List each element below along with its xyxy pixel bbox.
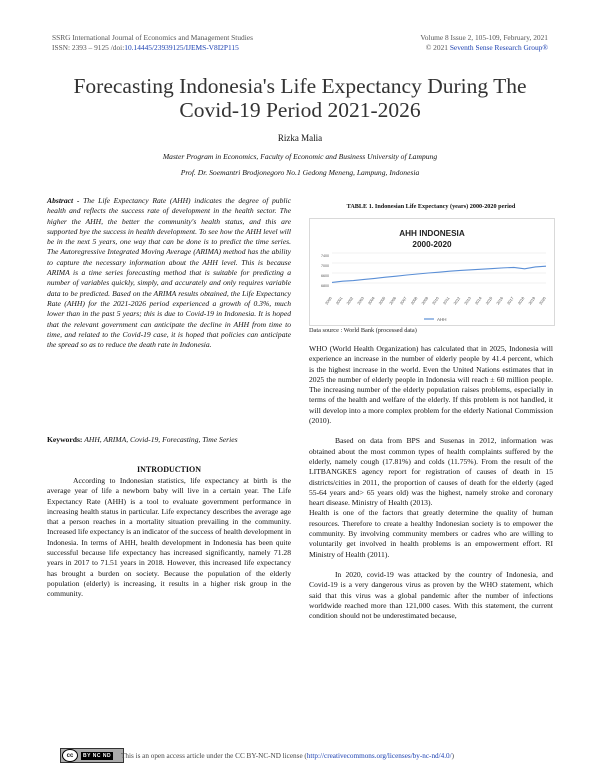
chart-x-tick-label: 2019: [527, 296, 537, 306]
abstract-label: Abstract -: [47, 196, 84, 205]
affiliation-line-1: Master Program in Economics, Faculty of Economic and Business University of Lampung: [162, 152, 438, 161]
chart-x-tick-label: 2007: [399, 296, 408, 306]
chart-series-line: [332, 266, 546, 282]
running-header-right: [420, 33, 548, 53]
chart-x-tick-label: 2005: [378, 296, 387, 306]
chart-title: AHH INDONESIA: [399, 229, 465, 238]
chart-x-tick-label: 2012: [453, 296, 462, 306]
chart-x-tick-label: 2000: [324, 296, 333, 306]
chart-legend: [424, 317, 447, 322]
chart-x-tick-label: 2003: [356, 296, 365, 306]
paragraph-covid: In 2020, covid-19 was attacked by the country of Indonesia, and Covid-19 is a very dangerous virus as proven by the WHO statement, which said that this virus was a global pandemic after the number of infections worldwide reached more than 121,000 cases. With this statement, the current condition should not be underestimated because,: [309, 569, 553, 621]
affiliation-line-2: Prof. Dr. Soemantri Brodjonegoro No.1 Gedong Meneng, Lampung, Indonesia: [180, 168, 420, 177]
license-statement: This is an open access article under the CC BY-NC-ND license (http://creativecommons.org/licenses/by-nc-nd/4.0/): [121, 752, 455, 760]
chart-x-tick-label: 2010: [431, 296, 440, 306]
paragraph-bps: Based on data from BPS and Susenas in 2012, information was obtained about the most common types of health complaints suffered by the elderly, namely cough (17.81%) and colds (11.75%). From the result of the LITBANGKES agency report for registration of causes of death in 15 districts/cities in 2011, the proportion of causes of death for the elderly (aged 55-64 years and> 65 years old) was the highest, namely stroke and coronary heart disease. Ministry of Health (2013).: [309, 436, 553, 508]
paragraph-who: WHO (World Health Organization) has calculated that in 2025, Indonesia will experience an increase in the number of elderly people by 41.4 percent, which is the highest increase in the world. Even the United Nations estimates that in 2025 the number of elderly people in Indonesia will reach ± 60 million people. The increasing number of the elderly population raises problems, especially in terms of the health and welfare of the elderly. If this problem is not handled, it will develop into a more complex problem for the elderly National Commission (2010).: [309, 344, 553, 426]
issn-doi: ISSN: 2393 – 9125 /doi:10.14445/23939125/IJEMS-V8I2P115: [52, 43, 239, 52]
chart-x-tick-label: 2011: [442, 296, 451, 306]
keywords-text: AHH, ARIMA, Covid-19, Forecasting, Time Series: [82, 435, 238, 444]
chart-legend-label: AHH: [437, 317, 447, 322]
chart-frame: [309, 218, 555, 326]
publisher-link[interactable]: Seventh Sense Research Group®: [449, 43, 548, 52]
running-header-left: [52, 33, 253, 53]
chart-x-tick-label: 2008: [410, 296, 419, 306]
abstract: [47, 196, 291, 350]
chart-x-tick-label: 2020: [538, 296, 547, 306]
chart-x-tick-label: 2017: [506, 296, 515, 306]
cc-icon: cc: [62, 749, 78, 762]
chart-x-tick-label: 2009: [420, 296, 430, 306]
copyright: © 2021 Seventh Sense Research Group®: [425, 43, 548, 52]
right-column-text: [309, 344, 553, 621]
data-source: Data source : World Bank (processed data): [309, 327, 417, 334]
cc-badge-text: BY NC ND: [83, 752, 112, 759]
chart-x-tick-label: 2016: [495, 296, 505, 306]
volume-info: Volume 8 Issue 2, 105-109, February, 2021: [420, 33, 548, 42]
chart-x-ticks: [325, 296, 547, 305]
introduction-heading: INTRODUCTION: [136, 465, 201, 474]
chart-y-tick-label: 7400: [321, 254, 329, 258]
chart-x-tick-label: 2002: [346, 296, 355, 306]
doi-link[interactable]: 10.14445/23939125/IJEMS-V8I2P115: [124, 43, 239, 52]
chart-x-tick-label: 2006: [388, 296, 398, 306]
chart-y-tick-label: 6600: [321, 274, 329, 278]
cc-license-badge[interactable]: [60, 748, 124, 763]
chart-x-tick-label: 2001: [335, 296, 344, 306]
paragraph-health: Health is one of the factors that greatly determine the quality of human resources. Therefore to create a healthy Indonesian society is to empower the community. By involving community members or cadres who are willing to voluntarily get involved in health problems is an empowerment effort. RI Ministry of Health (2011).: [309, 508, 553, 559]
introduction-text: According to Indonesian statistics, life expectancy at birth is the average year of life a newborn baby will live in a certain year. The Life Expectancy Rate (AHH) is a tool to evaluate government performance in increasing health status in particular. Life expectancy describes the average age that a person reaches in a mortality situation prevailing in the community. Increased life expectancy is an indicator of the success of health development in Indonesia. In terms of AHH, health development in Indonesia has been quite successful because life expectancy has increased significantly, namely 71.28 years in 2017 to 71.51 years in 2018. However, this increased life expectancy has brought a burden on society. Because the population of the elderly population (elderly) is increasing, it results in a higher risk group in the community.: [47, 476, 291, 599]
license-link[interactable]: http://creativecommons.org/licenses/by-nc-nd/4.0/: [306, 752, 452, 760]
chart-y-ticks: [321, 254, 329, 288]
keywords-label: Keywords:: [47, 435, 83, 444]
keywords: [47, 435, 291, 445]
chart-x-tick-label: 2018: [517, 296, 526, 306]
author-name: Rizka Malia: [277, 133, 323, 143]
paper-title: Forecasting Indonesia's Life Expectancy During The Covid-19 Period 2021-2026: [73, 74, 527, 122]
abstract-text: The Life Expectancy Rate (AHH) indicates the degree of public health and reflects the success rate of development in the health sector. The higher the AHH, the better the community's health status, and this are supported bye the success in health development. To see how the AHH level will be in the next 5 years, one way that can be done is to predict the time series. The Autoregressive Integrated Moving Average (ARIMA) method has the ability to capture the necessary information about the AHH level. This is because ARIMA is a time series forecasting method that is suitable for predicting a number of variables quickly, simply, and accurately and only requires variable data to be predicted. Based on the ARIMA results obtained, the Life Expectancy Rate (AHH) for the 2021-2026 period experienced a growth of 0.3%, much lower than in the past 5 years; this is due to Covid-19 in Indonesia. It is hoped that the relevant government can anticipate the decline in AHH from time to time, and related to the Covid-19 case, it is hoped that policies can anticipate the spread so as to reduce the death rate in Indonesia.: [47, 196, 291, 350]
chart-y-tick-label: 7000: [321, 264, 329, 268]
journal-name: SSRG International Journal of Economics and Management Studies: [52, 33, 253, 42]
chart-y-tick-label: 6800: [321, 284, 329, 288]
chart-gridlines: [332, 253, 546, 283]
chart-x-tick-label: 2014: [474, 296, 483, 306]
chart-subtitle: 2000-2020: [412, 240, 452, 249]
table-caption: TABLE 1. Indonesian Life Expectancy (years) 2000-2020 period: [346, 203, 516, 210]
life-expectancy-chart: [310, 219, 554, 325]
chart-x-tick-label: 2015: [485, 296, 494, 306]
chart-x-tick-label: 2004: [367, 296, 376, 306]
chart-x-tick-label: 2013: [463, 296, 472, 306]
